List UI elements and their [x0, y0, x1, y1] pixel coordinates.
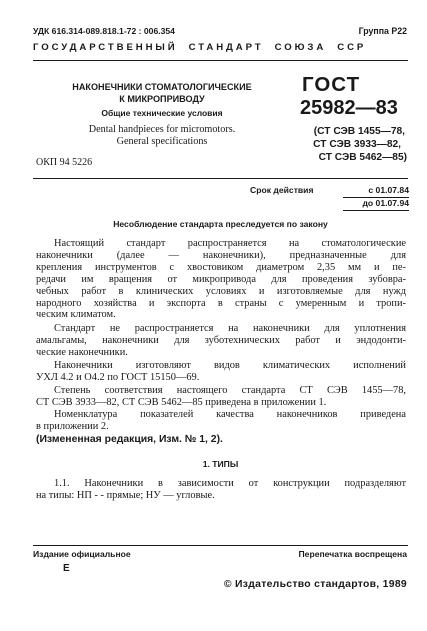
validity-to: до 01.07.94	[362, 198, 409, 208]
paragraph-exclusions: Стандарт не распространяется на наконечники для уплотнения амальгамы, наконечники для зуботехнических работ и эндодонти- ческие наконечники.	[36, 323, 406, 358]
validity-label: Срок действия	[250, 185, 314, 195]
legal-warning: Несоблюдение стандарта преследуется по закону	[113, 219, 328, 229]
banner-rule	[33, 60, 408, 61]
paragraph-nomenclature: Номенклатура показателей качества наконечников приведена в приложении 2.	[36, 409, 406, 432]
edition-letter: Е	[63, 563, 70, 574]
title-line-2: К МИКРОПРИВОДУ	[119, 94, 205, 104]
banner: ГОСУДАРСТВЕННЫЙ СТАНДАРТ СОЮЗА ССР	[33, 42, 367, 53]
title-english-1: Dental handpieces for micromotors.	[88, 124, 236, 135]
official-edition: Издание официальное	[33, 549, 131, 559]
paragraph-scope: Настоящий стандарт распространяется на стоматологические наконечники (далее — наконечники), предназначенные для крепления инструментов с хвостовиком диаметром 2,35 мм и пе- редачи им вращения от микропривода для проведения зубовра- чебных работ в клинических условиях и изготовляемые для нужд народного хозяйства и экспорта в страны с умеренным и тропи- ческим климатом.	[36, 238, 406, 321]
validity-from: с 01.07.84	[368, 185, 409, 195]
title-subtitle: Общие технические условия	[101, 108, 223, 118]
copyright: © Издательство стандартов, 1989	[223, 579, 407, 590]
paragraph-conformity: Степень соответствия настоящего стандарта СТ СЭВ 1455—78, СТ СЭВ 3933—82, СТ СЭВ 5462—85 приведена в приложении 1.	[36, 385, 406, 408]
validity-rule	[33, 178, 408, 179]
title-line-1: НАКОНЕЧНИКИ СТОМАТОЛОГИЧЕСКИЕ	[72, 82, 252, 92]
footer-rule	[33, 545, 408, 546]
reprint-notice: Перепечатка воспрещена	[298, 549, 407, 559]
section-heading: 1. ТИПЫ	[202, 459, 239, 469]
amendment-note: (Измененная редакция, Изм. № 1, 2).	[36, 434, 223, 445]
udk-code: УДК 616.314-089.818.1-72 : 006.354	[33, 26, 175, 36]
gost-number: 25982—83	[300, 97, 398, 119]
paragraph-climate: Наконечники изготовляют видов климатических исполнений УХЛ 4.2 и О4.2 по ГОСТ 15150—69.	[36, 360, 406, 383]
validity-to-underline	[343, 210, 409, 211]
title-english-2: General specifications	[116, 136, 208, 147]
paragraph-types: 1.1. Наконечники в зависимости от конструкции подразделяют на типы: НП - - прямые; НУ — угловые.	[36, 478, 406, 501]
st-sev-3: СТ СЭВ 5462—85)	[318, 152, 407, 163]
gost-label: ГОСТ	[302, 73, 361, 96]
okp-code: ОКП 94 5226	[36, 157, 93, 168]
group-code: Группа Р22	[358, 26, 407, 36]
st-sev-1: (СТ СЭВ 1455—78,	[313, 126, 405, 137]
st-sev-2: СТ СЭВ 3933—82,	[313, 139, 401, 150]
